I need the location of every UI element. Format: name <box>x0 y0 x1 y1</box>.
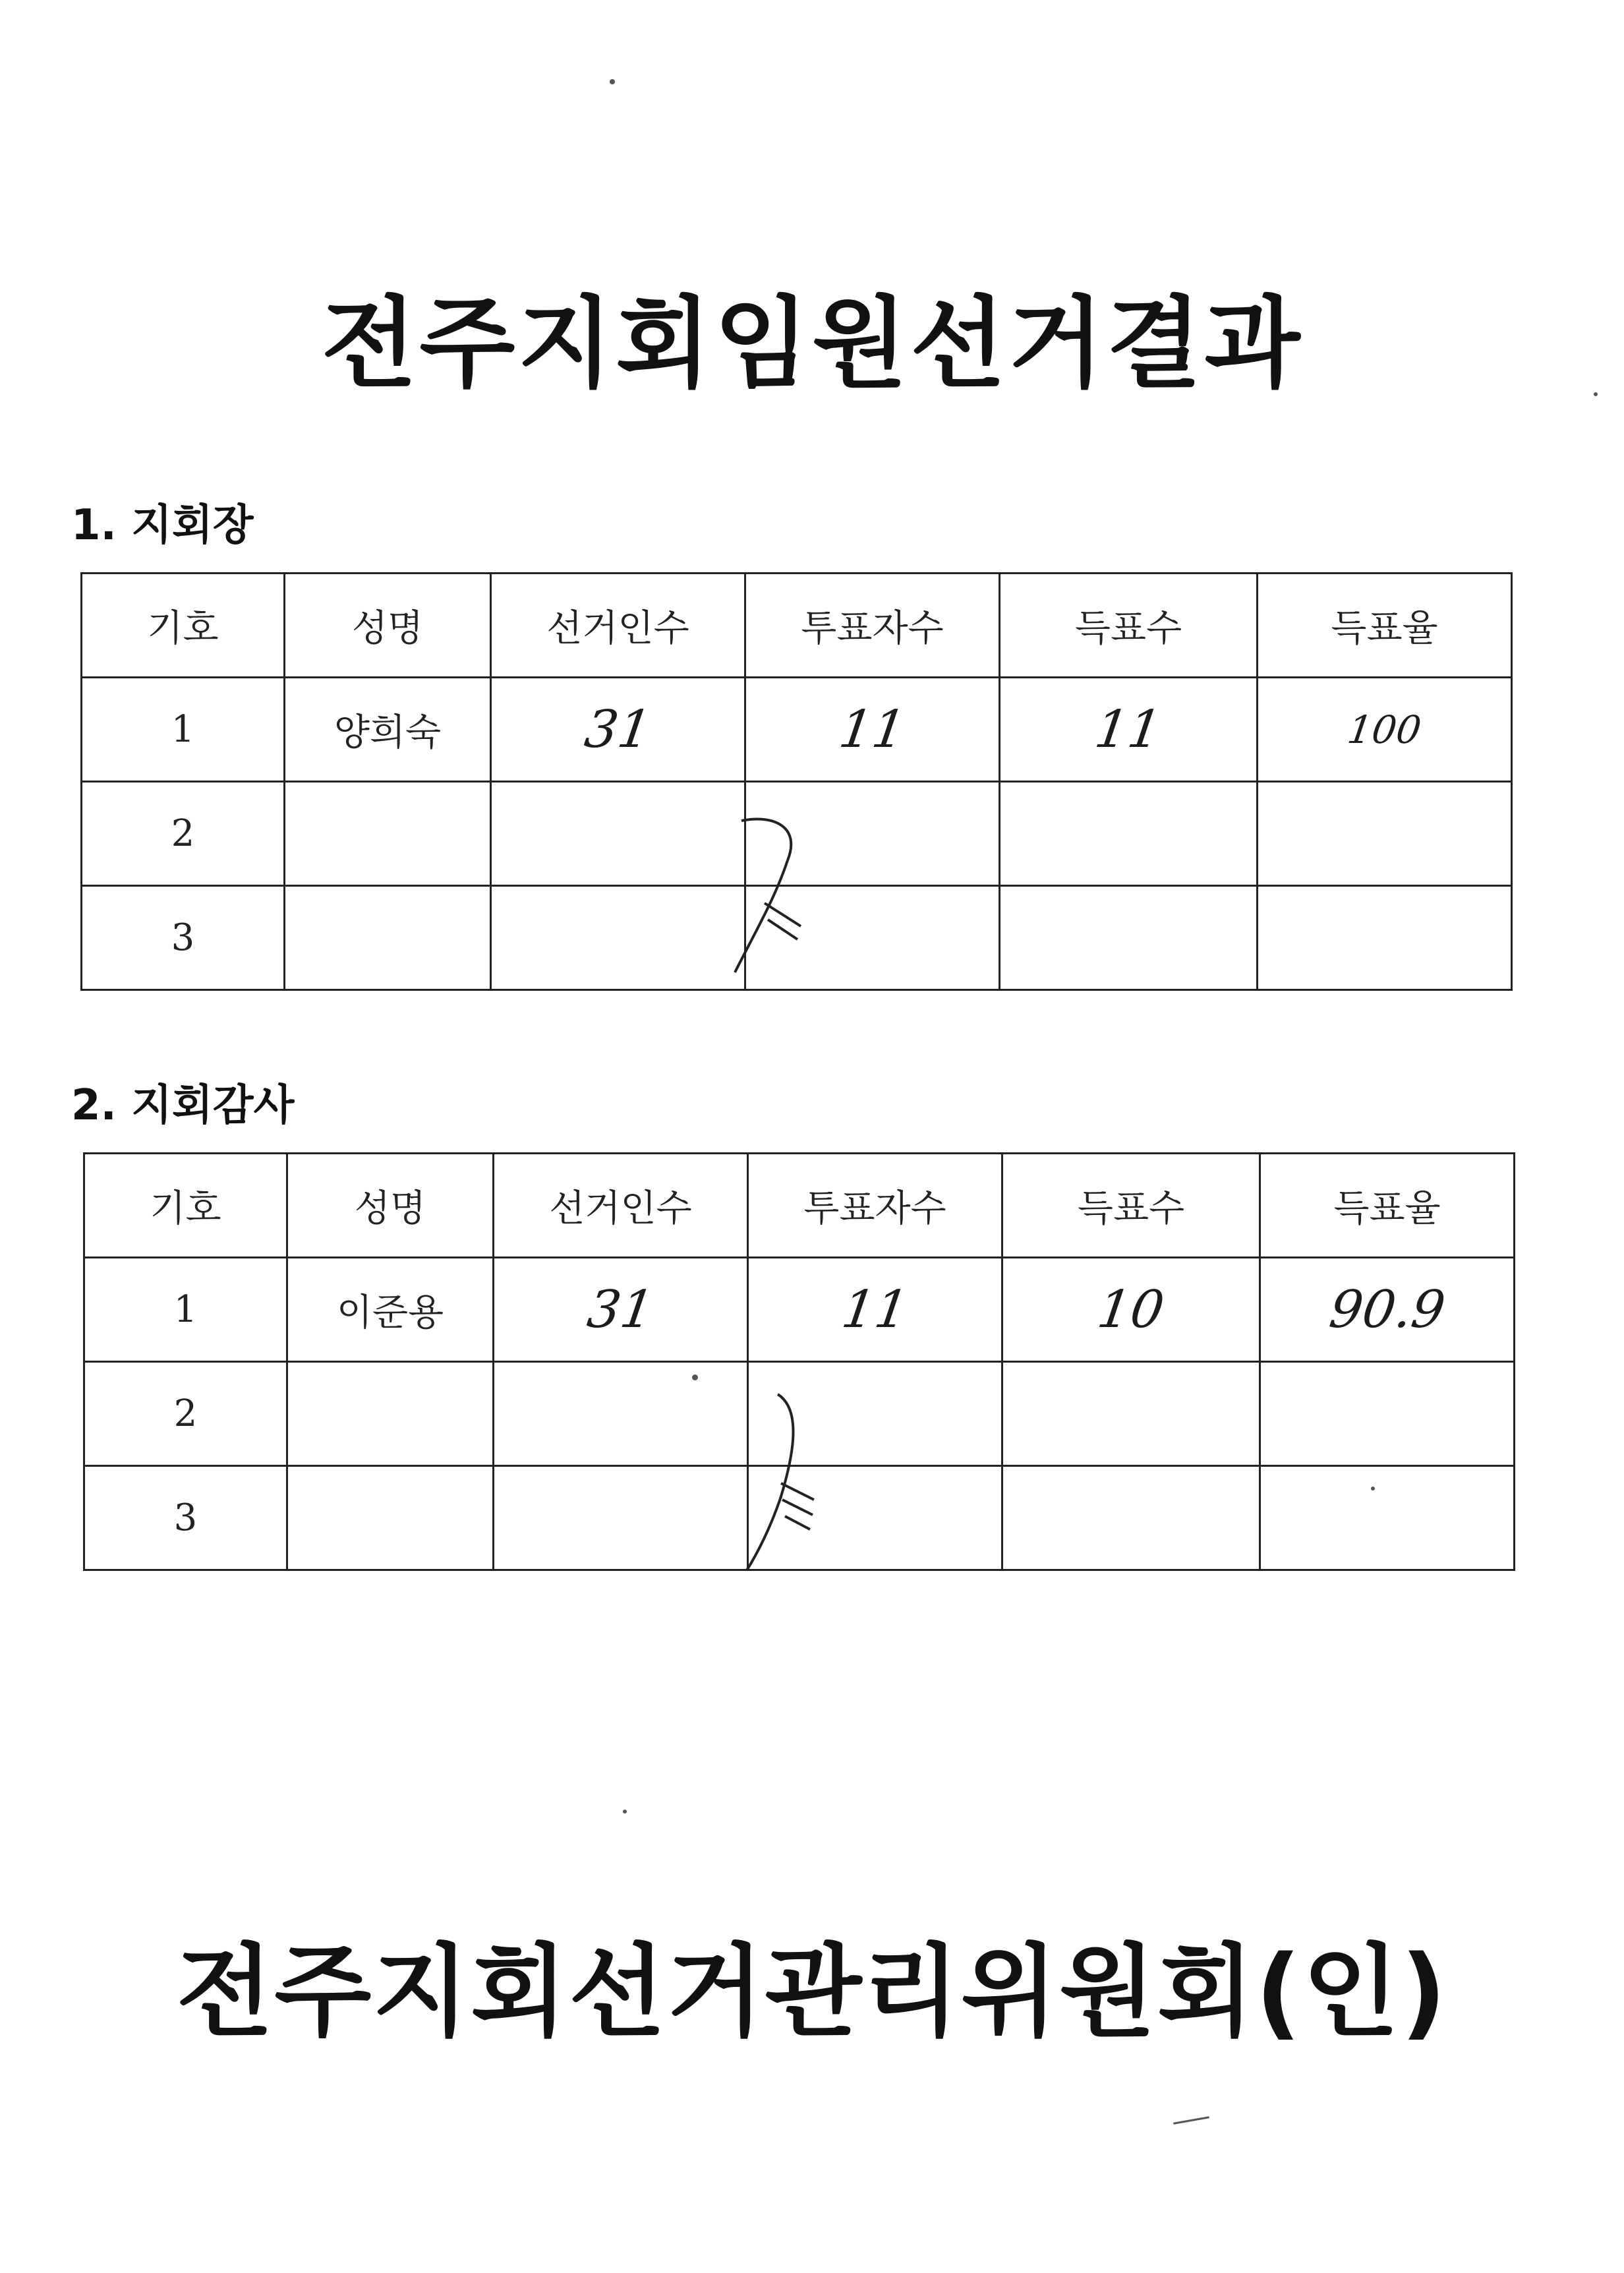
candidate-number: 3 <box>82 886 285 990</box>
voters-cell <box>748 1258 1002 1362</box>
scan-speck <box>1594 392 1598 396</box>
votes-cell <box>1002 1362 1260 1466</box>
voters-cell <box>745 782 1000 886</box>
candidate-name <box>285 782 491 886</box>
rate-cell <box>1260 1362 1515 1466</box>
electors-cell <box>491 782 745 886</box>
column-header-rate: 득표율 <box>1258 574 1512 678</box>
votes-cell <box>1000 782 1258 886</box>
votes-cell <box>1002 1466 1260 1570</box>
chairperson-result-table <box>80 572 1513 991</box>
table-row <box>84 1258 1515 1362</box>
column-header-electors: 선거인수 <box>494 1154 748 1258</box>
candidate-number: 1 <box>82 678 285 782</box>
electors-cell <box>494 1258 748 1362</box>
candidate-number: 2 <box>84 1362 287 1466</box>
votes-value: 10 <box>1094 1280 1168 1340</box>
column-header-votes: 득표수 <box>1002 1154 1260 1258</box>
voters-cell <box>748 1466 1002 1570</box>
electors-cell <box>491 886 745 990</box>
electors-value: 31 <box>583 1280 658 1340</box>
rate-cell <box>1260 1466 1515 1570</box>
rate-cell <box>1258 782 1512 886</box>
voters-value: 11 <box>835 699 910 759</box>
rate-cell <box>1258 678 1512 782</box>
table-row <box>84 1466 1515 1570</box>
table-row <box>84 1362 1515 1466</box>
column-header-number: 기호 <box>82 574 285 678</box>
electors-cell <box>491 678 745 782</box>
electors-cell <box>494 1466 748 1570</box>
table-header-row <box>82 574 1512 678</box>
votes-cell <box>1000 678 1258 782</box>
candidate-name: 양희숙 <box>285 678 491 782</box>
column-header-votes: 득표수 <box>1000 574 1258 678</box>
candidate-name <box>287 1466 494 1570</box>
candidate-number: 2 <box>82 782 285 886</box>
table-row <box>82 886 1512 990</box>
scan-speck <box>623 1810 627 1814</box>
committee-seal-line: 전주지회선거관리위원회(인) <box>176 1934 1448 2050</box>
rate-value: 90.9 <box>1325 1280 1449 1340</box>
rate-value: 100 <box>1345 707 1424 752</box>
table-row <box>82 782 1512 886</box>
rate-cell <box>1260 1258 1515 1362</box>
votes-cell <box>1000 886 1258 990</box>
voters-cell <box>745 678 1000 782</box>
column-header-name: 성명 <box>285 574 491 678</box>
column-header-voters: 투표자수 <box>745 574 1000 678</box>
scan-speck <box>610 79 615 84</box>
column-header-rate: 득표율 <box>1260 1154 1515 1258</box>
voters-cell <box>745 886 1000 990</box>
table-header-row <box>84 1154 1515 1258</box>
candidate-name <box>285 886 491 990</box>
votes-cell <box>1002 1258 1260 1362</box>
candidate-name <box>287 1362 494 1466</box>
electors-value: 31 <box>581 699 655 759</box>
table-row <box>82 678 1512 782</box>
candidate-name: 이준용 <box>287 1258 494 1362</box>
column-header-electors: 선거인수 <box>491 574 745 678</box>
column-header-voters: 투표자수 <box>748 1154 1002 1258</box>
column-header-name: 성명 <box>287 1154 494 1258</box>
document-title: 전주지회임원선거결과 <box>321 287 1303 401</box>
votes-value: 11 <box>1091 699 1165 759</box>
scan-speck <box>1371 1487 1375 1491</box>
auditor-result-table <box>83 1152 1515 1571</box>
column-header-number: 기호 <box>84 1154 287 1258</box>
section-heading-auditor: 2. 지회감사 <box>71 1081 295 1130</box>
candidate-number: 1 <box>84 1258 287 1362</box>
voters-cell <box>748 1362 1002 1466</box>
candidate-number: 3 <box>84 1466 287 1570</box>
voters-value: 11 <box>838 1280 912 1340</box>
scan-speck <box>692 1374 698 1380</box>
rate-cell <box>1258 886 1512 990</box>
section-heading-chairperson: 1. 지회장 <box>71 501 254 550</box>
electors-cell <box>494 1362 748 1466</box>
scan-line-mark <box>1173 2116 1209 2125</box>
